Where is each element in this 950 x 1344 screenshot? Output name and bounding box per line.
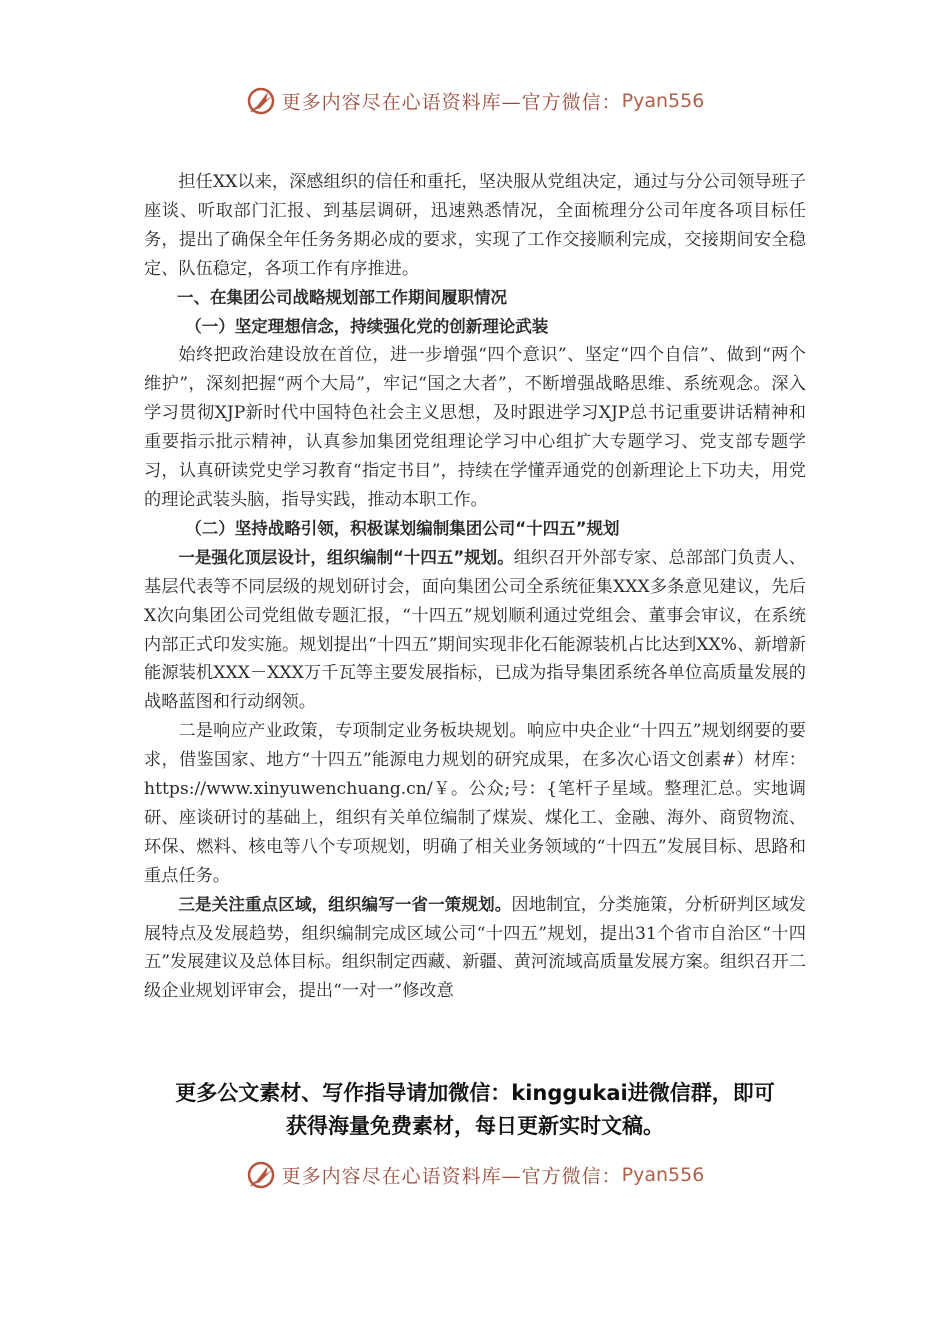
subsection-1-paragraph: 始终把政治建设放在首位，进一步增强“四个意识”、坚定“四个自信”、做到“两个维护”，深刻把握“两个大局”，牢记“国之大者”，不断增强战略思维、系统观念。深入学习贯彻XJP新时代中国特色社会主义思想，及时跟进学习XJP总书记重要讲话精神和重要指示批示精神，认真参加集团党组理论学习中心组扩大专题学习、党支部专题学习，认真研读党史学习教育“指定书目”，持续在学懂弄通党的创新理论上下功夫，用党的理论武装头脑，指导实践，推动本职工作。 <box>144 345 806 510</box>
quill-logo-icon <box>246 1160 276 1190</box>
banner-text: 更多内容尽在心语资料库—官方微信： <box>281 91 622 114</box>
paragraph-body: 响应中央企业“十四五”规划纲要的要求，借鉴国家、地方“十四五”能源电力规划的研究成果，在多次心语文创素#）材库：https://www.xinyuwenchuang.cn/￥。公众;号：{笔杆子星域。整理汇总。实地调研、座谈研讨的基础上，组织有关单位编制了煤炭、煤化工、金融、海外、商贸物流、环保、燃料、核电等八个专项规划，明确了相关业务领域的“十四五”发展目标、思路和重点任务。 <box>144 721 806 886</box>
subsection-heading-1: （一）坚定理想信念，持续强化党的创新理论武装 <box>185 316 549 336</box>
document-body <box>144 168 806 1006</box>
banner-text: 更多内容尽在心语资料库—官方微信： <box>281 1165 622 1188</box>
quill-logo-icon <box>246 86 276 116</box>
promo-line-2: 获得海量免费素材，每日更新实时文稿。 <box>286 1114 664 1138</box>
section-heading: 一、在集团公司战略规划部工作期间履职情况 <box>177 287 507 307</box>
paragraph-key-regions <box>144 891 806 1007</box>
banner-wechat-id: Pyan556 <box>621 90 705 112</box>
intro-paragraph: 担任XX以来，深感组织的信任和重托，坚决服从党组决定，通过与分公司领导班子座谈、听取部门汇报、到基层调研，迅速熟悉情况，全面梳理分公司年度各项目标任务，提出了确保全年任务务期必成的要求，实现了工作交接顺利完成，交接期间安全稳定、队伍稳定，各项工作有序推进。 <box>144 172 806 279</box>
paragraph-lead: 一是强化顶层设计，组织编制“十四五”规划。 <box>178 547 514 567</box>
paragraph-industry-policy <box>144 717 806 890</box>
paragraph-top-level-design <box>144 544 806 717</box>
paragraph-body: 因地制宜，分类施策，分析研判区域发展特点及发展趋势，组织编制完成区域公司“十四五”规划，提出31个省市自治区“十四五”发展建议及总体目标。组织制定西藏、新疆、黄河流域高质量发展方案。组织召开二级企业规划评审会，提出“一对一”修改意 <box>144 894 806 1002</box>
footer-watermark-banner <box>0 1160 950 1190</box>
subsection-heading-2: （二）坚持战略引领，积极谋划编制集团公司“十四五”规划 <box>185 518 620 538</box>
promo-line-1: 更多公文素材、写作指导请加微信：kinggukai进微信群，即可 <box>175 1081 775 1105</box>
paragraph-body: 组织召开外部专家、总部部门负责人、基层代表等不同层级的规划研讨会，面向集团公司全系统征集XXX多条意见建议，先后X次向集团公司党组做专题汇报，“十四五”规划顺利通过党组会、董事会审议，在系统内部正式印发实施。规划提出“十四五”期间实现非化石能源装机占比达到XX%、新增新能源装机XXX－XXX万千瓦等主要发展指标，已成为指导集团系统各单位高质量发展的战略蓝图和行动纲领。 <box>144 547 806 713</box>
paragraph-lead: 二是响应产业政策，专项制定业务板块规划。 <box>178 721 527 742</box>
header-watermark-banner <box>0 86 950 116</box>
promo-notice <box>100 1077 850 1143</box>
banner-wechat-id: Pyan556 <box>621 1164 705 1186</box>
paragraph-lead: 三是关注重点区域，组织编写一省一策规划。 <box>178 894 512 914</box>
